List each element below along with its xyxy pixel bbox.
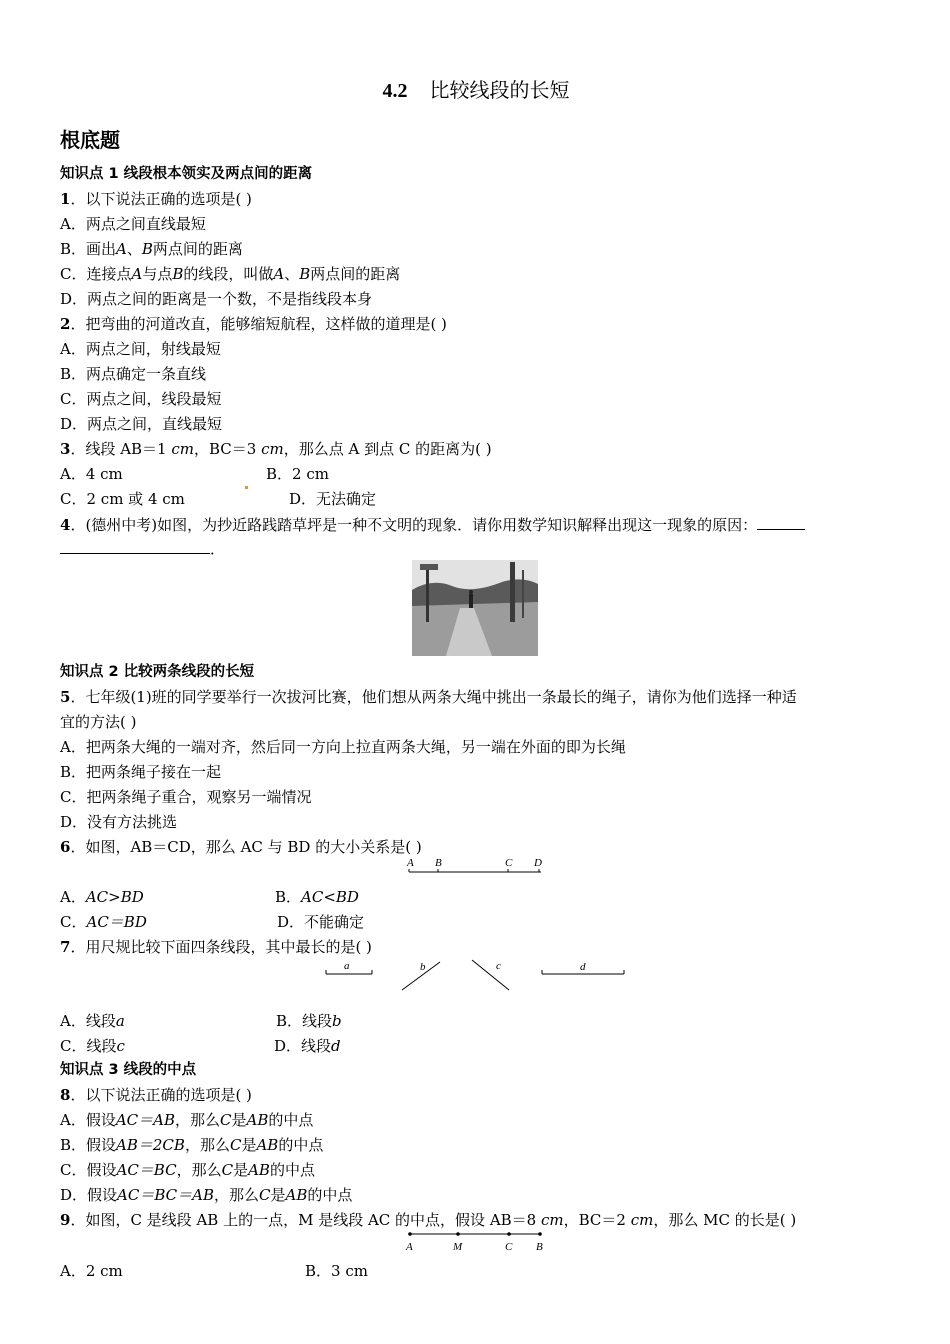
q3-option-a: A．4 cm [60, 465, 123, 483]
q6-option-a: A．AC>BD [60, 888, 144, 906]
question-4-answer-line: ． [60, 539, 225, 559]
q7-option-a: A．线段a [60, 1012, 125, 1030]
question-5-stem-cont: 宜的方法( ) [60, 713, 137, 731]
q3-option-c: C．2 cm 或 4 cm [60, 490, 185, 508]
photo-illustration [412, 560, 538, 656]
question-3-stem: 3．线段 AB＝1 cm，BC＝3 cm，那么点 A 到点 C 的距离为( ) [60, 440, 492, 458]
q7-option-d: D．线段d [274, 1037, 341, 1055]
question-1-stem: 1．以下说法正确的选项是( ) [60, 190, 252, 208]
lawn-footpath-photo [412, 560, 538, 656]
q6-option-d: D．不能确定 [277, 913, 365, 931]
knowledge-point-1: 知识点 1 线段根本领实及两点间的距离 [60, 166, 313, 182]
q3-option-b: B．2 cm [266, 465, 329, 483]
q7-option-b: B．线段b [276, 1012, 342, 1030]
question-4-stem: 4．(德州中考)如图，为抄近路践踏草坪是一种不文明的现象．请你用数学知识解释出现这一现象的原因： [60, 515, 805, 535]
q6-option-c: C．AC＝BD [60, 913, 147, 931]
q5-option-d: D．没有方法挑选 [60, 813, 178, 831]
q8-option-c: C．假设AC＝BC，那么C是AB的中点 [60, 1161, 315, 1179]
q8-option-d: D．假设AC＝BC＝AB，那么C是AB的中点 [60, 1186, 353, 1204]
q1-option-a: A．两点之间直线最短 [60, 215, 206, 233]
q9-option-b: B．3 cm [305, 1262, 368, 1280]
q2-option-c: C．两点之间，线段最短 [60, 390, 222, 408]
question-2-stem: 2．把弯曲的河道改直，能够缩短航程，这样做的道理是( ) [60, 315, 447, 333]
q5-option-a: A．把两条大绳的一端对齐，然后同一方向上拉直两条大绳，另一端在外面的即为长绳 [60, 738, 626, 756]
point-m [456, 1232, 460, 1236]
q9-option-a: A．2 cm [60, 1262, 123, 1280]
point-label-c: C [505, 1241, 513, 1253]
question-5-stem: 5．七年级(1)班的同学要举行一次拔河比赛，他们想从两条大绳中挑出一条最长的绳子，请你为他们选择一种适 [60, 688, 797, 706]
q5-option-c: C．把两条绳子重合，观察另一端情况 [60, 788, 312, 806]
segment-label-c: c [496, 960, 501, 972]
q7-option-c: C．线段c [60, 1037, 125, 1055]
q8-option-a: A．假设AC＝AB，那么C是AB的中点 [60, 1111, 314, 1129]
segment-label-d: d [580, 961, 586, 973]
point-label-b: B [536, 1241, 543, 1253]
q2-option-b: B．两点确定一条直线 [60, 365, 207, 383]
q5-option-b: B．把两条绳子接在一起 [60, 763, 222, 781]
point-a [408, 1232, 412, 1236]
q9-segment-figure [404, 1228, 554, 1254]
q6-option-b: B．AC<BD [275, 888, 359, 906]
q1-option-c: C．连接点A与点B的线段，叫做A、B两点间的距离 [60, 265, 401, 283]
knowledge-point-2: 知识点 2 比较两条线段的长短 [60, 664, 255, 680]
point-label-a: A [406, 1241, 413, 1253]
q1-option-d: D．两点之间的距离是一个数，不是指线段本身 [60, 290, 373, 308]
point-b [538, 1232, 542, 1236]
section-heading: 根底题 [60, 128, 120, 152]
q1-option-b: B．画出A、B两点间的距离 [60, 240, 243, 258]
answer-blank[interactable] [757, 515, 805, 530]
segment-label-a: a [344, 960, 350, 972]
question-9-stem: 9．如图，C 是线段 AB 上的一点，M 是线段 AC 的中点，假设 AB＝8 cm，BC＝2 cm，那么 MC 的长是( ) [60, 1211, 797, 1229]
q2-option-a: A．两点之间，射线最短 [60, 340, 221, 358]
knowledge-point-3: 知识点 3 线段的中点 [60, 1062, 197, 1078]
point-label-b: B [435, 857, 442, 869]
question-8-stem: 8．以下说法正确的选项是( ) [60, 1086, 252, 1104]
q3-option-d: D．无法确定 [289, 490, 377, 508]
page-title: 4.2 比较线段的长短 [382, 78, 570, 102]
segment-c [472, 960, 509, 990]
segment-label-b: b [420, 961, 426, 973]
point-label-m: M [453, 1241, 463, 1253]
point-label-d: D [534, 857, 542, 869]
q8-option-b: B．假设AB＝2CB，那么C是AB的中点 [60, 1136, 324, 1154]
q2-option-d: D．两点之间，直线最短 [60, 415, 223, 433]
q6-segment-figure [405, 854, 545, 876]
point-label-c: C [505, 857, 513, 869]
q7-segments-figure [322, 956, 632, 996]
point-c [507, 1232, 511, 1236]
question-7-stem: 7．用尺规比较下面四条线段，其中最长的是( ) [60, 938, 372, 956]
point-label-a: A [407, 857, 414, 869]
answer-blank-2[interactable] [60, 539, 210, 554]
decoration-dot [245, 476, 248, 496]
question-6-stem: 6．如图，AB＝CD，那么 AC 与 BD 的大小关系是( ) [60, 838, 422, 856]
